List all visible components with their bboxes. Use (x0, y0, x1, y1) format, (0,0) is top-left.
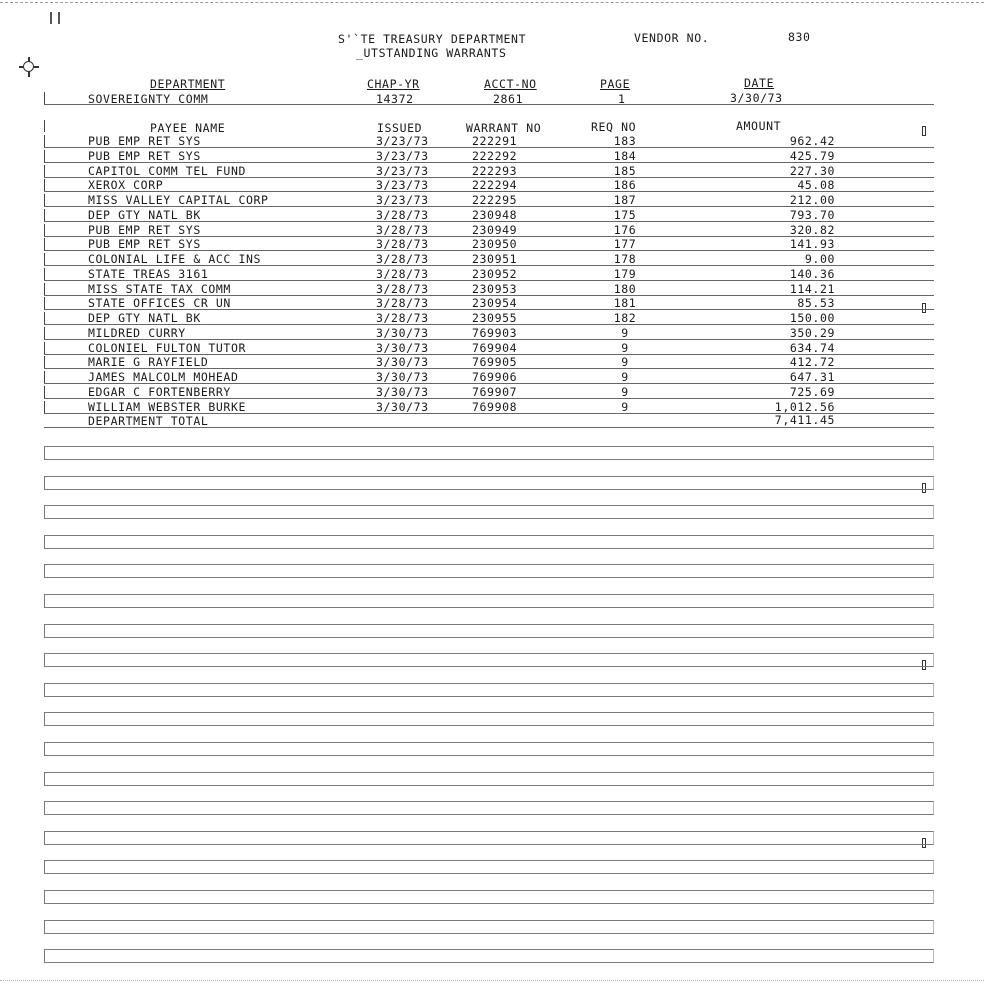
cell-warrant: 769906 (472, 370, 518, 384)
margin-mark (922, 126, 926, 136)
col-page: PAGE (600, 77, 631, 91)
margin-mark (58, 12, 60, 24)
blank-line (44, 831, 934, 845)
chap-yr-value: 14372 (376, 92, 414, 106)
blank-line (44, 772, 934, 786)
blank-line (44, 446, 934, 460)
department-name: SOVEREIGNTY COMM (88, 92, 209, 106)
blank-line (44, 653, 934, 667)
cell-issued: 3/30/73 (376, 340, 429, 355)
cell-req: 9 (621, 370, 629, 384)
cell-warrant: 222291 (472, 134, 518, 148)
acct-no-value: 2861 (493, 92, 524, 106)
cell-issued: 3/28/73 (376, 207, 429, 222)
col-warrant-no: WARRANT NO (466, 121, 542, 135)
cell-payee: DEP GTY NATL BK (88, 207, 201, 222)
cell-payee: MISS VALLEY CAPITAL CORP (88, 193, 269, 207)
cell-payee: EDGAR C FORTENBERRY (88, 384, 231, 399)
blank-line (44, 712, 934, 726)
cell-issued: 3/28/73 (376, 296, 429, 311)
cell-amount: 647.31 (789, 370, 835, 384)
row-rule (44, 427, 934, 428)
cell-req: 183 (613, 134, 637, 148)
cell-issued: 3/23/73 (376, 148, 429, 163)
cell-req: 9 (621, 325, 629, 340)
cell-amount: 725.69 (789, 384, 835, 399)
row-tick (44, 238, 45, 250)
margin-mark (50, 12, 52, 24)
cell-amount: 114.21 (789, 281, 835, 296)
cell-issued: 3/30/73 (376, 384, 429, 399)
row-tick (44, 356, 45, 368)
cell-issued: 3/28/73 (376, 222, 429, 237)
cell-payee: JAMES MALCOLM MOHEAD (88, 370, 239, 384)
cell-req: 187 (613, 193, 637, 207)
cell-payee: MISS STATE TAX COMM (88, 281, 231, 296)
cell-payee: CAPITOL COMM TEL FUND (88, 163, 246, 178)
cell-payee: PUB EMP RET SYS (88, 148, 201, 163)
cell-payee: DEP GTY NATL BK (88, 311, 201, 325)
vendor-label: VENDOR NO. (634, 31, 710, 45)
cell-warrant: 222294 (472, 178, 518, 193)
cell-payee: XEROX CORP (88, 178, 164, 193)
cell-issued: 3/23/73 (376, 163, 429, 178)
cell-warrant: 230953 (472, 281, 518, 296)
page-value: 1 (618, 92, 626, 106)
date-value: 3/30/73 (730, 91, 783, 105)
cell-warrant: 222293 (472, 163, 518, 178)
cell-payee: PUB EMP RET SYS (88, 237, 201, 252)
cell-req: 9 (621, 384, 629, 399)
cell-amount: 212.00 (789, 193, 835, 207)
cell-amount: 45.08 (797, 178, 835, 193)
cell-issued: 3/28/73 (376, 252, 429, 266)
blank-line (44, 801, 934, 815)
row-tick (44, 120, 45, 132)
cell-amount: 793.70 (789, 207, 835, 222)
cell-issued: 3/30/73 (376, 399, 429, 414)
cell-req: 184 (613, 148, 637, 163)
margin-mark (922, 303, 926, 313)
cell-warrant: 222295 (472, 193, 518, 207)
row-tick (44, 253, 45, 265)
cell-req: 181 (613, 296, 637, 311)
blank-line (44, 742, 934, 756)
cell-warrant: 230951 (472, 252, 518, 266)
row-tick (44, 194, 45, 206)
cell-payee: MILDRED CURRY (88, 325, 186, 340)
cell-issued: 3/28/73 (376, 281, 429, 296)
cell-amount: 412.72 (789, 355, 835, 370)
row-tick (44, 386, 45, 398)
cell-payee: PUB EMP RET SYS (88, 134, 201, 148)
row-tick (44, 401, 45, 413)
blank-line (44, 890, 934, 904)
blank-line (44, 920, 934, 934)
cell-warrant: 769903 (472, 325, 518, 340)
cell-req: 9 (621, 399, 629, 414)
cell-req: 9 (621, 355, 629, 370)
row-tick (44, 312, 45, 324)
row-tick (44, 92, 45, 104)
cell-warrant: 230949 (472, 222, 518, 237)
cell-issued: 3/28/73 (376, 311, 429, 325)
row-tick (44, 150, 45, 162)
row-tick (44, 135, 45, 147)
row-tick (44, 209, 45, 221)
cell-warrant: 230954 (472, 296, 518, 311)
cell-warrant: 769908 (472, 399, 518, 414)
cell-amount: 9.00 (804, 252, 835, 266)
cell-req: 175 (613, 207, 637, 222)
row-tick (44, 371, 45, 383)
cell-amount: 141.93 (789, 237, 835, 252)
cell-amount: 962.42 (789, 134, 835, 148)
cell-req: 186 (613, 178, 637, 193)
cell-amount: 150.00 (789, 311, 835, 325)
cell-payee: MARIE G RAYFIELD (88, 355, 209, 370)
cell-warrant: 230952 (472, 266, 518, 281)
cell-amount: 85.53 (797, 296, 835, 311)
cell-amount: 227.30 (789, 163, 835, 178)
cell-warrant: 230948 (472, 207, 518, 222)
cell-req: 180 (613, 281, 637, 296)
cell-warrant: 230955 (472, 311, 518, 325)
cell-issued: 3/30/73 (376, 325, 429, 340)
row-tick (44, 327, 45, 339)
row-tick (44, 165, 45, 177)
department-total-amount: 7,411.45 (774, 413, 835, 428)
cell-req: 176 (613, 222, 637, 237)
row-rule (44, 104, 934, 105)
col-req-no: REQ NO (591, 120, 637, 134)
row-tick (44, 342, 45, 354)
col-chap-yr: CHAP-YR (367, 77, 420, 91)
blank-line (44, 505, 934, 519)
blank-line (44, 949, 934, 963)
cell-amount: 1,012.56 (774, 399, 835, 414)
perforation-bottom (0, 980, 984, 981)
cell-amount: 350.29 (789, 325, 835, 340)
cell-payee: PUB EMP RET SYS (88, 222, 201, 237)
col-payee-name: PAYEE NAME (150, 121, 226, 135)
col-issued: ISSUED (377, 121, 423, 135)
cell-issued: 3/30/73 (376, 355, 429, 370)
cell-payee: STATE TREAS 3161 (88, 266, 209, 281)
perforation-top (0, 2, 984, 3)
cell-amount: 634.74 (789, 340, 835, 355)
cell-warrant: 769904 (472, 340, 518, 355)
row-tick (44, 268, 45, 280)
blank-line (44, 860, 934, 874)
cell-payee: COLONIAL LIFE & ACC INS (88, 252, 262, 266)
blank-line (44, 683, 934, 697)
cell-issued: 3/28/73 (376, 237, 429, 252)
col-acct-no: ACCT-NO (484, 77, 537, 91)
cell-issued: 3/23/73 (376, 134, 429, 148)
cell-warrant: 230950 (472, 237, 518, 252)
cell-req: 179 (613, 266, 637, 281)
cell-warrant: 222292 (472, 148, 518, 163)
cell-req: 185 (613, 163, 637, 178)
cell-req: 178 (613, 252, 637, 266)
vendor-number: 830 (788, 30, 811, 44)
cell-issued: 3/30/73 (376, 370, 429, 384)
blank-line (44, 535, 934, 549)
blank-line (44, 594, 934, 608)
row-tick (44, 224, 45, 236)
blank-line (44, 624, 934, 638)
cell-amount: 140.36 (789, 266, 835, 281)
col-department: DEPARTMENT (150, 77, 226, 91)
report-title: S'`TE TREASURY DEPARTMENT (338, 32, 527, 46)
cell-req: 177 (613, 237, 637, 252)
col-amount: AMOUNT (736, 119, 782, 133)
cell-payee: STATE OFFICES CR UN (88, 296, 231, 311)
cell-payee: COLONIEL FULTON TUTOR (88, 340, 246, 355)
registration-mark-icon (19, 57, 39, 77)
col-date: DATE (744, 76, 775, 90)
cell-warrant: 769907 (472, 384, 518, 399)
row-tick (44, 179, 45, 191)
cell-req: 9 (621, 340, 629, 355)
cell-issued: 3/23/73 (376, 193, 429, 207)
blank-line (44, 564, 934, 578)
cell-req: 182 (613, 311, 637, 325)
cell-amount: 320.82 (789, 222, 835, 237)
blank-line (44, 476, 934, 490)
cell-issued: 3/28/73 (376, 266, 429, 281)
department-total-label: DEPARTMENT TOTAL (88, 414, 209, 429)
cell-issued: 3/23/73 (376, 178, 429, 193)
report-subtitle: _UTSTANDING WARRANTS (356, 46, 507, 60)
row-tick (44, 297, 45, 309)
row-tick (44, 283, 45, 295)
cell-payee: WILLIAM WEBSTER BURKE (88, 399, 246, 414)
cell-warrant: 769905 (472, 355, 518, 370)
cell-amount: 425.79 (789, 148, 835, 163)
